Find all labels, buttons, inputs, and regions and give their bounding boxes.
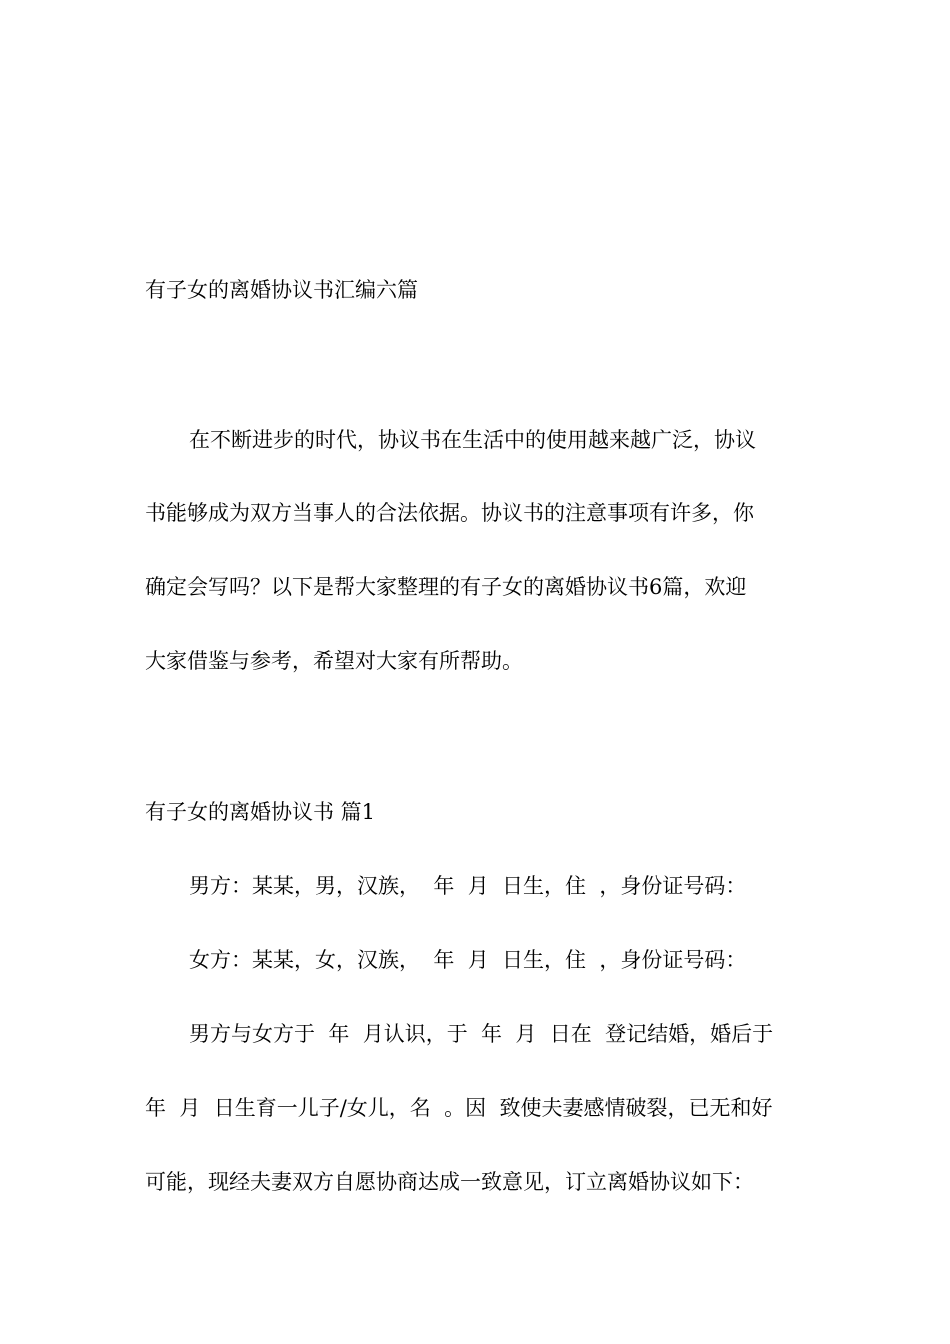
body-line-2: 女方：某某，女，汉族， 年 月 日生，住 ，身份证号码： <box>189 948 747 972</box>
intro-line-4: 大家借鉴与参考，希望对大家有所帮助。 <box>145 649 523 673</box>
body-line-4: 年 月 日生育一儿子/女儿，名 。因 致使夫妻感情破裂，已无和好 <box>145 1096 773 1120</box>
body-line-3: 男方与女方于 年 月认识，于 年 月 日在 登记结婚，婚后于 <box>189 1022 774 1046</box>
body-line-1: 男方：某某，男，汉族， 年 月 日生，住 ，身份证号码： <box>189 874 747 898</box>
intro-line-1: 在不断进步的时代，协议书在生活中的使用越来越广泛，协议 <box>189 428 756 452</box>
intro-line-3: 确定会写吗？以下是帮大家整理的有子女的离婚协议书6篇，欢迎 <box>145 575 747 599</box>
section-heading: 有子女的离婚协议书 篇1 <box>145 800 376 824</box>
body-line-5: 可能，现经夫妻双方自愿协商达成一致意见，订立离婚协议如下： <box>145 1170 754 1194</box>
intro-line-2: 书能够成为双方当事人的合法依据。协议书的注意事项有许多，你 <box>145 501 754 525</box>
document-title: 有子女的离婚协议书汇编六篇 <box>145 278 418 302</box>
